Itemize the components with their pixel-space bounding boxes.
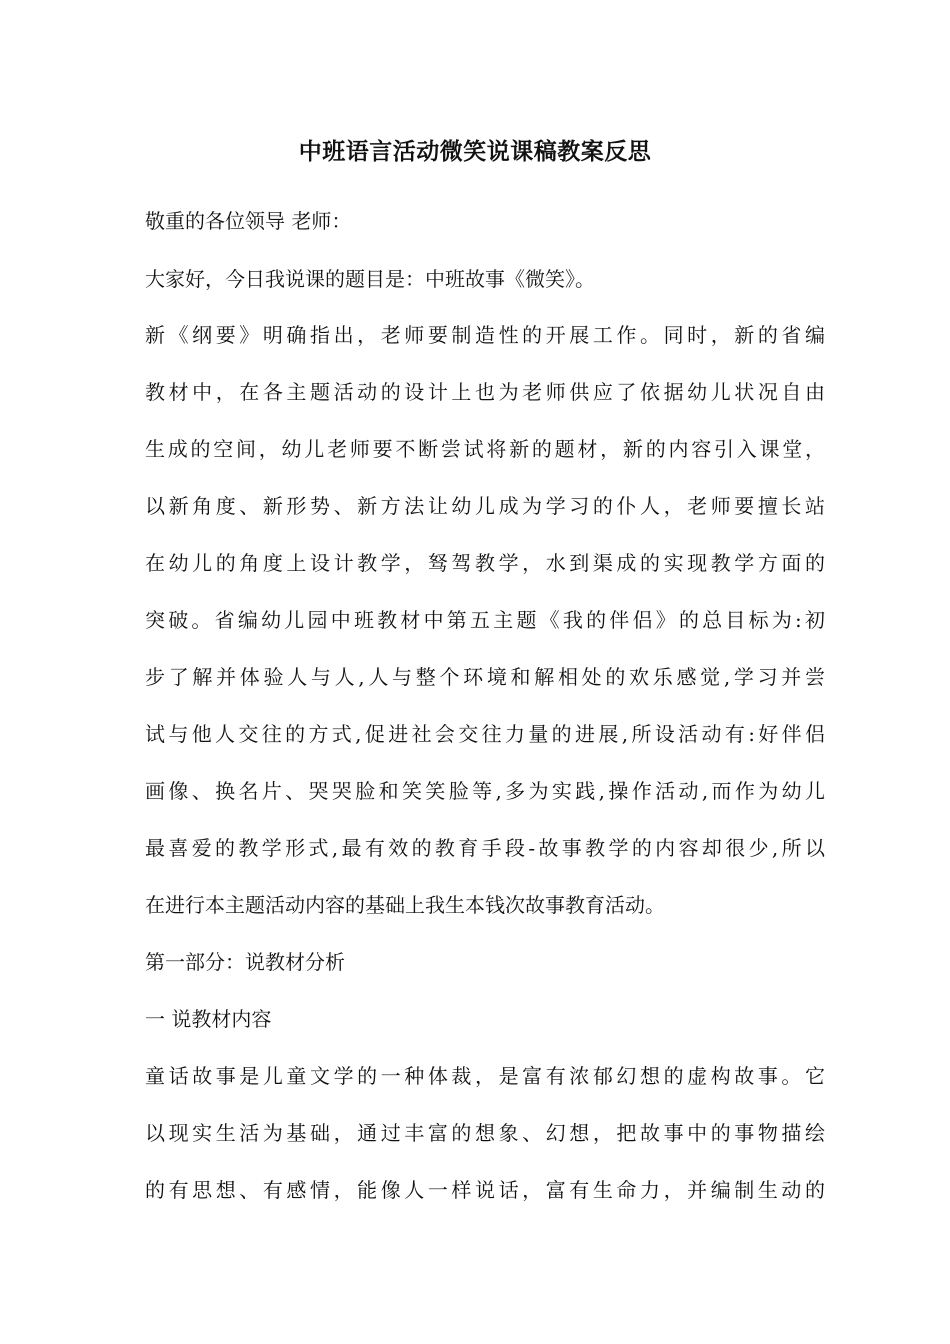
paragraph-line: 新《纲要》明确指出，老师要制造性的开展工作。同时，新的省编 (145, 323, 825, 347)
paragraph-line: 步了解并体验人与人,人与整个环境和解相处的欢乐感觉,学习并尝 (145, 665, 825, 689)
paragraph-line: 最喜爱的教学形式,最有效的教育手段-故事教学的内容却很少,所以 (145, 836, 825, 860)
greeting-line: 敬重的各位领导 老师： (145, 209, 352, 233)
paragraph-line: 在幼儿的角度上设计教学，驽驾教学，水到渠成的实现教学方面的 (145, 551, 825, 575)
subsection-heading: 一 说教材内容 (145, 1007, 272, 1031)
paragraph-line: 生成的空间，幼儿老师要不断尝试将新的题材，新的内容引入课堂， (145, 437, 825, 461)
paragraph-line: 试与他人交往的方式,促进社会交往力量的进展,所设活动有:好伴侣 (145, 722, 825, 746)
paragraph-line: 的有思想、有感情，能像人一样说话，富有生命力，并编制生动的 (145, 1178, 825, 1202)
paragraph-line: 画像、换名片、哭哭脸和笑笑脸等,多为实践,操作活动,而作为幼儿 (145, 779, 825, 803)
intro-line: 大家好，今日我说课的题目是：中班故事《微笑》。 (145, 267, 595, 291)
document-title: 中班语言活动微笑说课稿教案反思 (298, 138, 652, 165)
paragraph-line: 在进行本主题活动内容的基础上我生本钱次故事教育活动。 (145, 893, 665, 917)
paragraph-line: 以现实生活为基础，通过丰富的想象、幻想，把故事中的事物描绘 (145, 1121, 825, 1145)
paragraph-line: 以新角度、新形势、新方法让幼儿成为学习的仆人，老师要擅长站 (145, 494, 825, 518)
paragraph-line: 突破。省编幼儿园中班教材中第五主题《我的伴侣》的总目标为:初 (145, 608, 825, 632)
section-heading: 第一部分：说教材分析 (145, 950, 345, 974)
paragraph-line: 童话故事是儿童文学的一种体裁，是富有浓郁幻想的虚构故事。它 (145, 1064, 825, 1088)
paragraph-line: 教材中，在各主题活动的设计上也为老师供应了依据幼儿状况自由 (145, 380, 825, 404)
